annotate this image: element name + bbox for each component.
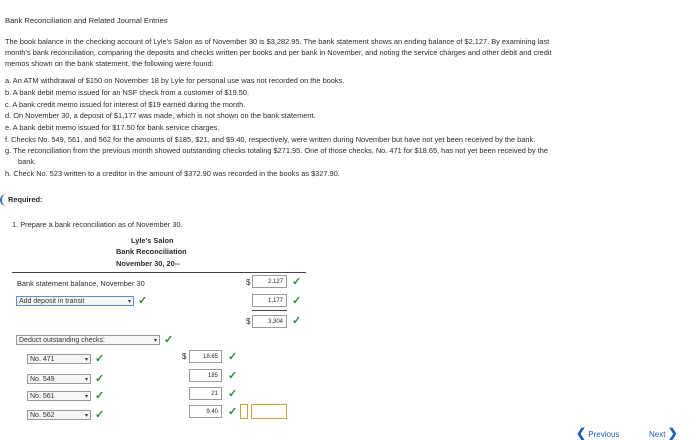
checkmark-icon: ✓	[228, 406, 238, 418]
recon-date: November 30, 20--	[116, 259, 180, 268]
chevron-down-icon: ▾	[127, 299, 131, 305]
checkmark-icon: ✓	[95, 390, 105, 402]
recon-title: Bank Reconciliation	[116, 247, 187, 256]
chevron-down-icon: ▾	[84, 394, 88, 400]
checkmark-icon: ✓	[228, 388, 238, 400]
dollar-sign: $	[246, 278, 251, 287]
checkmark-icon: ✓	[292, 295, 302, 307]
checkmark-icon: ✓	[292, 276, 302, 288]
chevron-down-icon: ▾	[84, 377, 88, 383]
chevron-down-icon: ▾	[153, 338, 157, 344]
chevron-down-icon: ▾	[84, 413, 88, 419]
question-text: 1. Prepare a bank reconciliation as of November 30.	[12, 220, 183, 229]
subtotal-rule	[252, 310, 287, 311]
checkmark-icon: ✓	[95, 409, 105, 421]
required-marker	[0, 194, 6, 206]
deduct-select[interactable]	[16, 335, 160, 345]
next-label: Next	[649, 430, 666, 439]
chevron-down-icon: ▾	[84, 357, 88, 363]
total-checks-input[interactable]	[240, 404, 248, 419]
recon-header-rule	[12, 272, 306, 273]
dollar-sign: $	[246, 317, 251, 326]
bank-balance-input[interactable]: 2,127	[252, 275, 287, 288]
check-amount-input[interactable]: 9.40	[189, 405, 222, 418]
adjusted-balance-input[interactable]	[251, 404, 287, 419]
previous-label: Previous	[588, 430, 620, 439]
check-number-select[interactable]: No. 561 ▾	[27, 391, 91, 401]
checkmark-icon: ✓	[95, 373, 105, 385]
check-number-select[interactable]: No. 471 ▾	[27, 354, 91, 364]
previous-button[interactable]	[576, 426, 619, 440]
chevron-left-icon: ❮	[576, 426, 587, 440]
deduct-label: Deduct outstanding checks:	[19, 337, 105, 344]
subtotal-input[interactable]: 3,304	[252, 315, 287, 328]
dollar-sign: $	[182, 352, 187, 361]
deposit-input[interactable]: 1,177	[252, 294, 287, 307]
required-label: Required:	[8, 195, 43, 204]
checkmark-icon: ✓	[228, 370, 238, 382]
checkmark-icon: ✓	[292, 315, 302, 327]
page-title: Bank Reconciliation and Related Journal Entries	[5, 16, 168, 25]
next-button[interactable]	[649, 426, 678, 440]
chevron-right-icon: ❯	[667, 426, 678, 440]
checkmark-icon: ✓	[95, 353, 105, 365]
checkmark-icon: ✓	[138, 295, 148, 307]
add-deposit-label: Add deposit in transit	[19, 298, 85, 305]
recon-company: Lyle's Salon	[131, 236, 174, 245]
check-amount-input[interactable]: 185	[189, 369, 222, 382]
add-deposit-select[interactable]	[16, 296, 134, 306]
check-number-select[interactable]: No. 562 ▾	[27, 410, 91, 420]
checkmark-icon: ✓	[228, 351, 238, 363]
check-amount-input[interactable]: 21	[189, 387, 222, 400]
check-number-select[interactable]: No. 549 ▾	[27, 374, 91, 384]
check-amount-input[interactable]: 18.65	[189, 350, 222, 363]
checkmark-icon: ✓	[164, 334, 174, 346]
bank-balance-label: Bank statement balance, November 30	[17, 279, 145, 288]
